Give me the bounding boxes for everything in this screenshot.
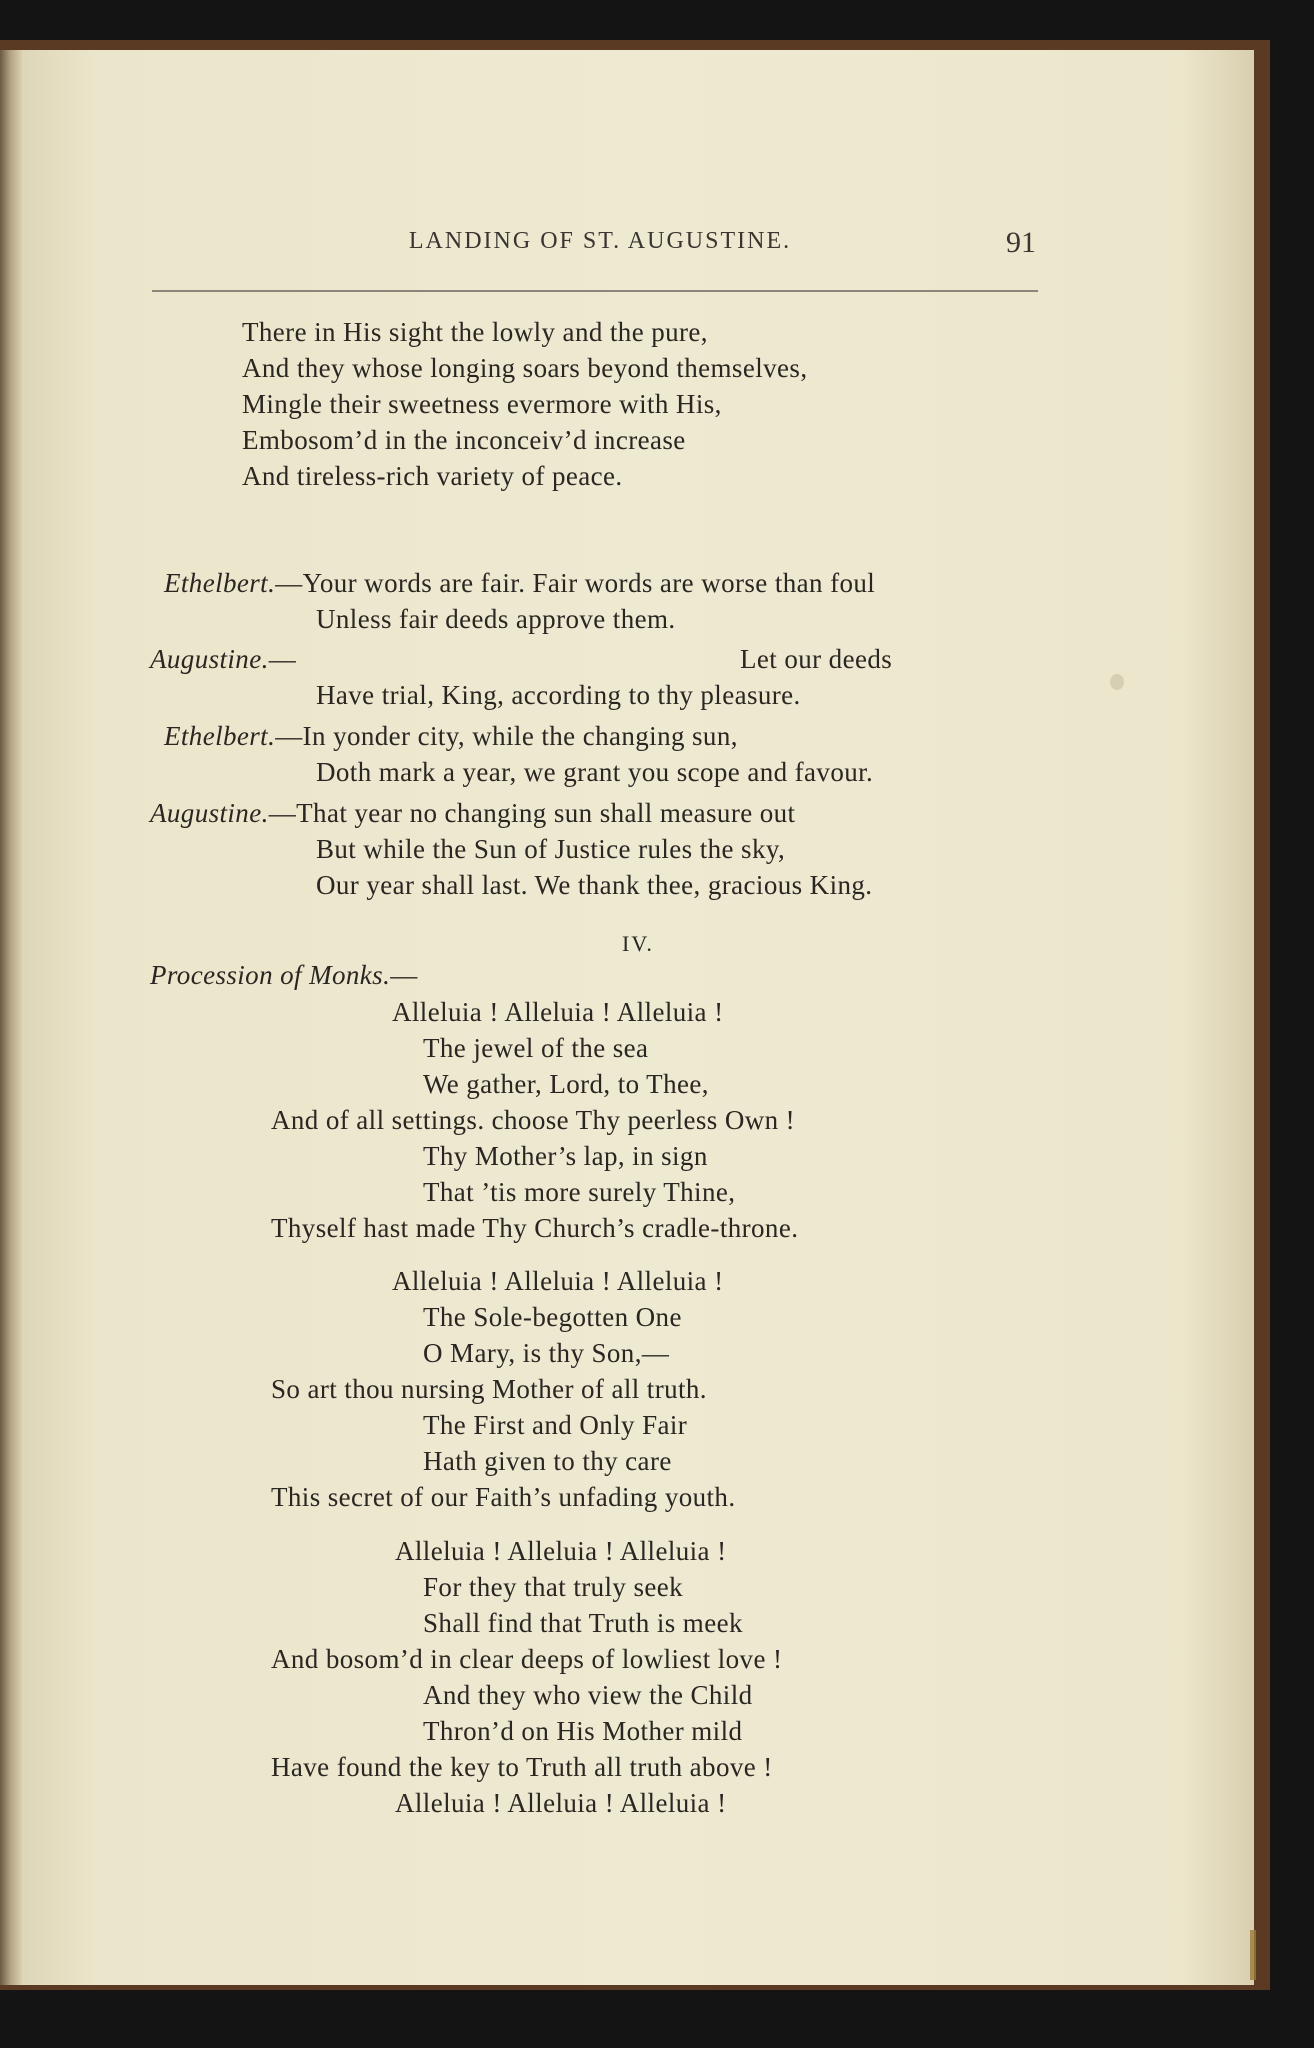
speech-text: —Your words are fair. Fair words are worse than foul: [275, 568, 876, 598]
speaker-dash: —: [268, 644, 297, 674]
speaker-name: Augustine.: [150, 798, 269, 828]
hymn-line: Thy Mother’s lap, in sign: [423, 1141, 708, 1171]
verse-line: And tireless-rich variety of peace.: [242, 461, 623, 491]
hymn-line: We gather, Lord, to Thee,: [423, 1069, 709, 1099]
speech-text: —In yonder city, while the changing sun,: [275, 721, 738, 751]
hymn-line: The Sole-begotten One: [423, 1302, 682, 1332]
hymn-line: The jewel of the sea: [423, 1033, 649, 1063]
hymn-line: Thyself hast made Thy Church’s cradle-throne.: [271, 1213, 799, 1243]
hymn-line: Alleluia ! Alleluia ! Alleluia !: [392, 1266, 724, 1296]
hymn-line: And of all settings. choose Thy peerless Own !: [271, 1105, 796, 1135]
section-number: IV.: [622, 931, 654, 956]
hymn-line: That ’tis more surely Thine,: [423, 1177, 736, 1207]
page-number: 91: [1006, 226, 1036, 259]
dialogue-line: But while the Sun of Justice rules the sky,: [316, 834, 786, 864]
hymn-line: O Mary, is thy Son,—: [423, 1338, 670, 1368]
header-rule: [152, 290, 1038, 292]
hymn-line: For they that truly seek: [423, 1572, 684, 1602]
hymn-line: This secret of our Faith’s unfading youth.: [271, 1482, 736, 1512]
paper-stain: [1110, 674, 1124, 690]
speaker-dash: —: [390, 960, 418, 990]
running-header: [152, 228, 1048, 268]
dialogue-line: Let our deeds: [740, 644, 893, 674]
hymn-line: Alleluia ! Alleluia ! Alleluia !: [395, 1788, 727, 1818]
dialogue-line: [150, 642, 296, 676]
verse-line: Embosom’d in the inconceiv’d increase: [242, 425, 686, 455]
hymn-line: The First and Only Fair: [423, 1410, 688, 1440]
speaker-name: Ethelbert.: [164, 721, 276, 751]
speaker-name: Ethelbert.: [164, 568, 276, 598]
dialogue-line: Have trial, King, according to thy pleasure.: [316, 680, 801, 710]
dialogue-line: Unless fair deeds approve them.: [316, 604, 676, 634]
dialogue-line: [164, 566, 875, 600]
dialogue-line: Our year shall last. We thank thee, gracious King.: [316, 870, 873, 900]
dialogue-line: [164, 719, 738, 753]
section-speaker: [150, 958, 418, 992]
book-page: [22, 50, 1254, 1985]
hymn-line: Alleluia ! Alleluia ! Alleluia !: [395, 1536, 727, 1566]
page-corner-wear: [1250, 1930, 1256, 1980]
dialogue-line: [150, 796, 795, 830]
hymn-line: So art thou nursing Mother of all truth.: [271, 1374, 707, 1404]
hymn-line: Alleluia ! Alleluia ! Alleluia !: [392, 997, 724, 1027]
verse-line: And they whose longing soars beyond themselves,: [242, 353, 808, 383]
hymn-line: And they who view the Child: [423, 1680, 753, 1710]
verse-line: There in His sight the lowly and the pure,: [242, 317, 708, 347]
hymn-line: Have found the key to Truth all truth above !: [271, 1752, 773, 1782]
hymn-line: And bosom’d in clear deeps of lowliest love !: [271, 1644, 783, 1674]
speaker-name: Augustine.: [150, 644, 269, 674]
hymn-line: Shall find that Truth is meek: [423, 1608, 743, 1638]
hymn-line: Hath given to thy care: [423, 1446, 672, 1476]
verse-line: Mingle their sweetness evermore with His,: [242, 389, 722, 419]
running-title: LANDING OF ST. AUGUSTINE.: [408, 228, 792, 254]
dialogue-line: Doth mark a year, we grant you scope and favour.: [316, 757, 874, 787]
speech-text: —That year no changing sun shall measure out: [268, 798, 796, 828]
hymn-line: Thron’d on His Mother mild: [423, 1716, 743, 1746]
speaker-name: Procession of Monks.: [150, 960, 391, 990]
